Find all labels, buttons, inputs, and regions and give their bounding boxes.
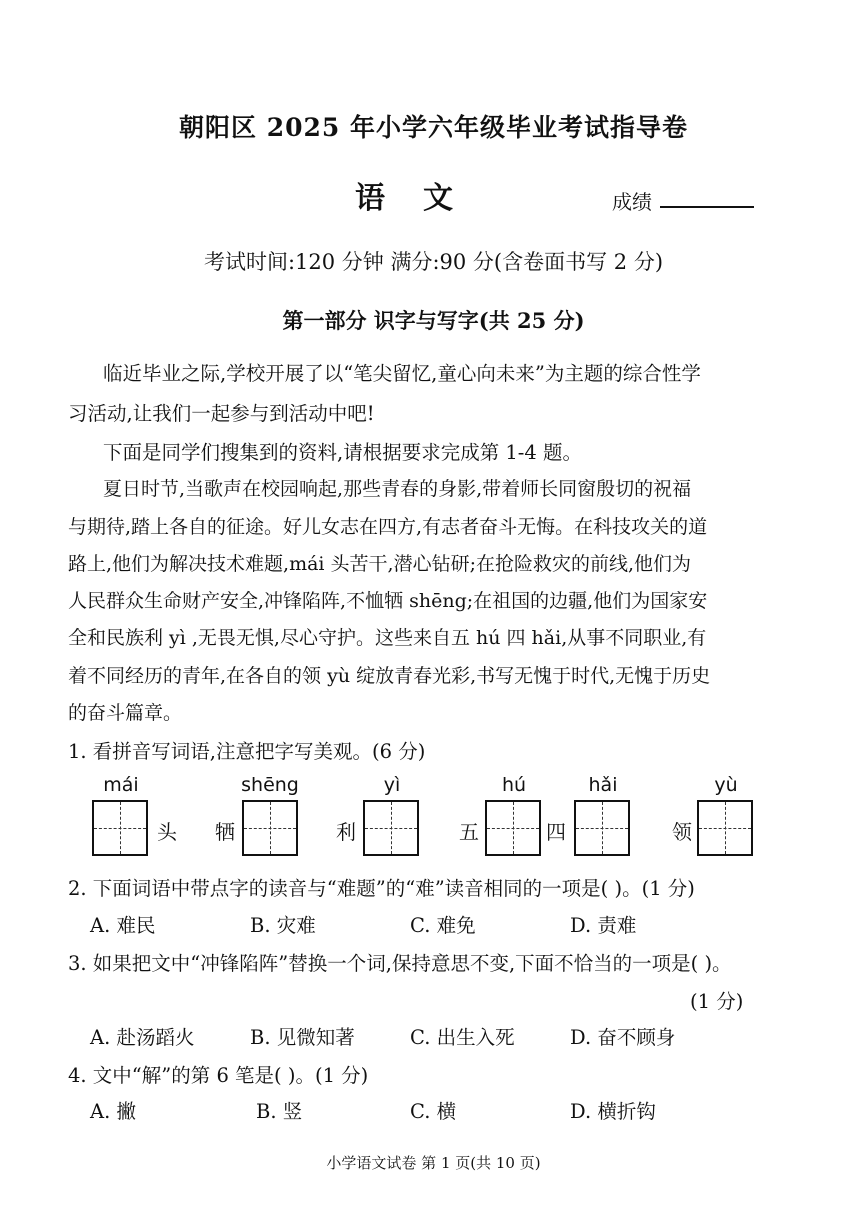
word-char: 利	[336, 820, 356, 844]
pinyin-label: hǎi	[588, 774, 618, 796]
score-blank[interactable]	[660, 206, 754, 208]
passage-line: 着不同经历的青年,在各自的领 yù 绽放青春光彩,书写无愧于时代,无愧于历史	[68, 665, 711, 687]
question-3-score: (1 分)	[690, 990, 744, 1013]
passage-line: 夏日时节,当歌声在校园响起,那些青春的身影,带着师长同窗殷切的祝福	[103, 478, 692, 500]
pinyin-label: mái	[103, 774, 139, 796]
pinyin-label: shēng	[241, 774, 299, 796]
q3-option-c[interactable]: C. 出生入死	[410, 1026, 515, 1049]
word-char: 五	[459, 820, 479, 844]
writing-box-sheng[interactable]	[242, 800, 298, 856]
writing-box-yu[interactable]	[697, 800, 753, 856]
q2-option-d[interactable]: D. 责难	[570, 914, 637, 937]
passage-line: 人民群众生命财产安全,冲锋陷阵,不恤牺 shēng;在祖国的边疆,他们为国家安	[68, 590, 708, 612]
passage-line: 与期待,踏上各自的征途。好儿女志在四方,有志者奋斗无悔。在科技攻关的道	[68, 516, 708, 538]
q3-option-d[interactable]: D. 奋不顾身	[570, 1026, 676, 1049]
writing-box-yi[interactable]	[363, 800, 419, 856]
intro-line-1: 临近毕业之际,学校开展了以“笔尖留忆,童心向未来”为主题的综合性学	[103, 362, 701, 385]
q2-option-c[interactable]: C. 难免	[410, 914, 476, 937]
q4-option-d[interactable]: D. 横折钩	[570, 1100, 656, 1123]
passage-line: 路上,他们为解决技术难题,mái 头苦干,潜心钻研;在抢险救灾的前线,他们为	[68, 553, 692, 575]
q4-option-c[interactable]: C. 横	[410, 1100, 457, 1123]
question-4: 4. 文中“解”的第 6 笔是( )。(1 分)	[68, 1064, 369, 1087]
pinyin-label: yù	[714, 774, 738, 796]
subject-title: 语文	[355, 181, 491, 216]
writing-box-mai[interactable]	[92, 800, 148, 856]
page-footer: 小学语文试卷 第 1 页(共 10 页)	[326, 1154, 541, 1172]
passage-line: 的奋斗篇章。	[68, 702, 183, 724]
pinyin-label: yì	[383, 774, 401, 796]
writing-box-hu[interactable]	[485, 800, 541, 856]
q3-option-b[interactable]: B. 见微知著	[250, 1026, 355, 1049]
q4-option-a[interactable]: A. 撇	[90, 1100, 136, 1123]
part-heading: 第一部分 识字与写字(共 25 分)	[282, 308, 585, 333]
word-char: 牺	[215, 820, 235, 844]
q2-option-a[interactable]: A. 难民	[90, 914, 156, 937]
q4-option-b[interactable]: B. 竖	[256, 1100, 303, 1123]
word-char: 头	[157, 820, 177, 844]
writing-box-hai[interactable]	[574, 800, 630, 856]
score-label: 成绩	[612, 190, 652, 214]
pinyin-label: hú	[501, 774, 527, 796]
question-1: 1. 看拼音写词语,注意把字写美观。(6 分)	[68, 740, 426, 763]
passage-line: 全和民族利 yì ,无畏无惧,尽心守护。这些来自五 hú 四 hǎi,从事不同职业,有	[68, 627, 707, 649]
intro-line-3: 下面是同学们搜集到的资料,请根据要求完成第 1-4 题。	[103, 441, 582, 464]
q3-option-a[interactable]: A. 赴汤蹈火	[90, 1026, 195, 1049]
question-3: 3. 如果把文中“冲锋陷阵”替换一个词,保持意思不变,下面不恰当的一项是( )。	[68, 952, 732, 975]
word-char: 四	[546, 820, 566, 844]
question-2: 2. 下面词语中带点字的读音与“难题”的“难”读音相同的一项是( )。(1 分)	[68, 877, 695, 900]
exam-info: 考试时间:120 分钟 满分:90 分(含卷面书写 2 分)	[203, 250, 664, 274]
exam-title: 朝阳区 2025 年小学六年级毕业考试指导卷	[179, 113, 688, 142]
intro-line-2: 习活动,让我们一起参与到活动中吧!	[68, 402, 375, 425]
word-char: 领	[672, 820, 692, 844]
q2-option-b[interactable]: B. 灾难	[250, 914, 316, 937]
